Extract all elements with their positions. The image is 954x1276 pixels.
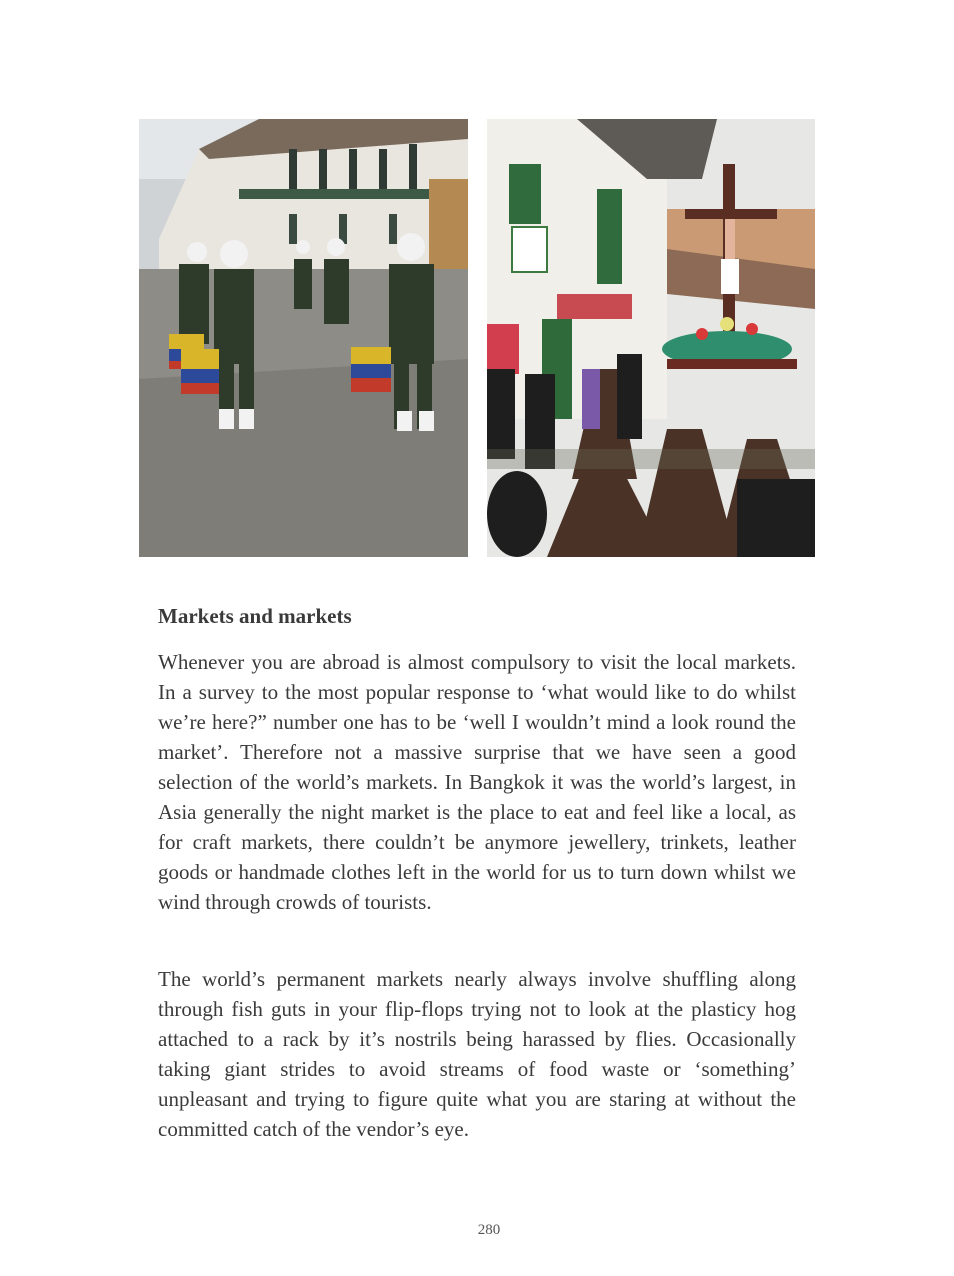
religious-procession-photo [487, 119, 815, 557]
page-number: 280 [477, 1222, 501, 1238]
marching-band-photo [139, 119, 468, 557]
marching-band-illustration [139, 119, 468, 557]
body-paragraph: Whenever you are abroad is almost compulsory to visit the local markets. In a survey to the most popular response to ‘what would like to do whilst we’re here?” number one has to be ‘well I wouldn’t mind a look round the market’. Therefore not a massive surprise that we have seen a good selection of the world’s markets. In Bangkok it was the world’s largest, in Asia generally the night market is the place to eat and feel like a local, as for craft markets, there couldn’t be anymore jewellery, trinkets, leather goods or handmade clothes left in the world for us to turn down whilst we wind through crowds of tourists. [158, 650, 796, 914]
body-paragraph: The world’s permanent markets nearly always involve shuffling along through fish guts in your flip-flops trying not to look at the plasticy hog attached to a rack by it’s nostrils being harassed by flies. Occasionally taking giant strides to avoid streams of food waste or ‘something’ unpleasant and trying to figure quite what you are staring at without the committed catch of the vendor’s eye. [158, 967, 796, 1141]
section-heading: Markets and markets [158, 604, 352, 628]
procession-illustration [487, 119, 815, 557]
